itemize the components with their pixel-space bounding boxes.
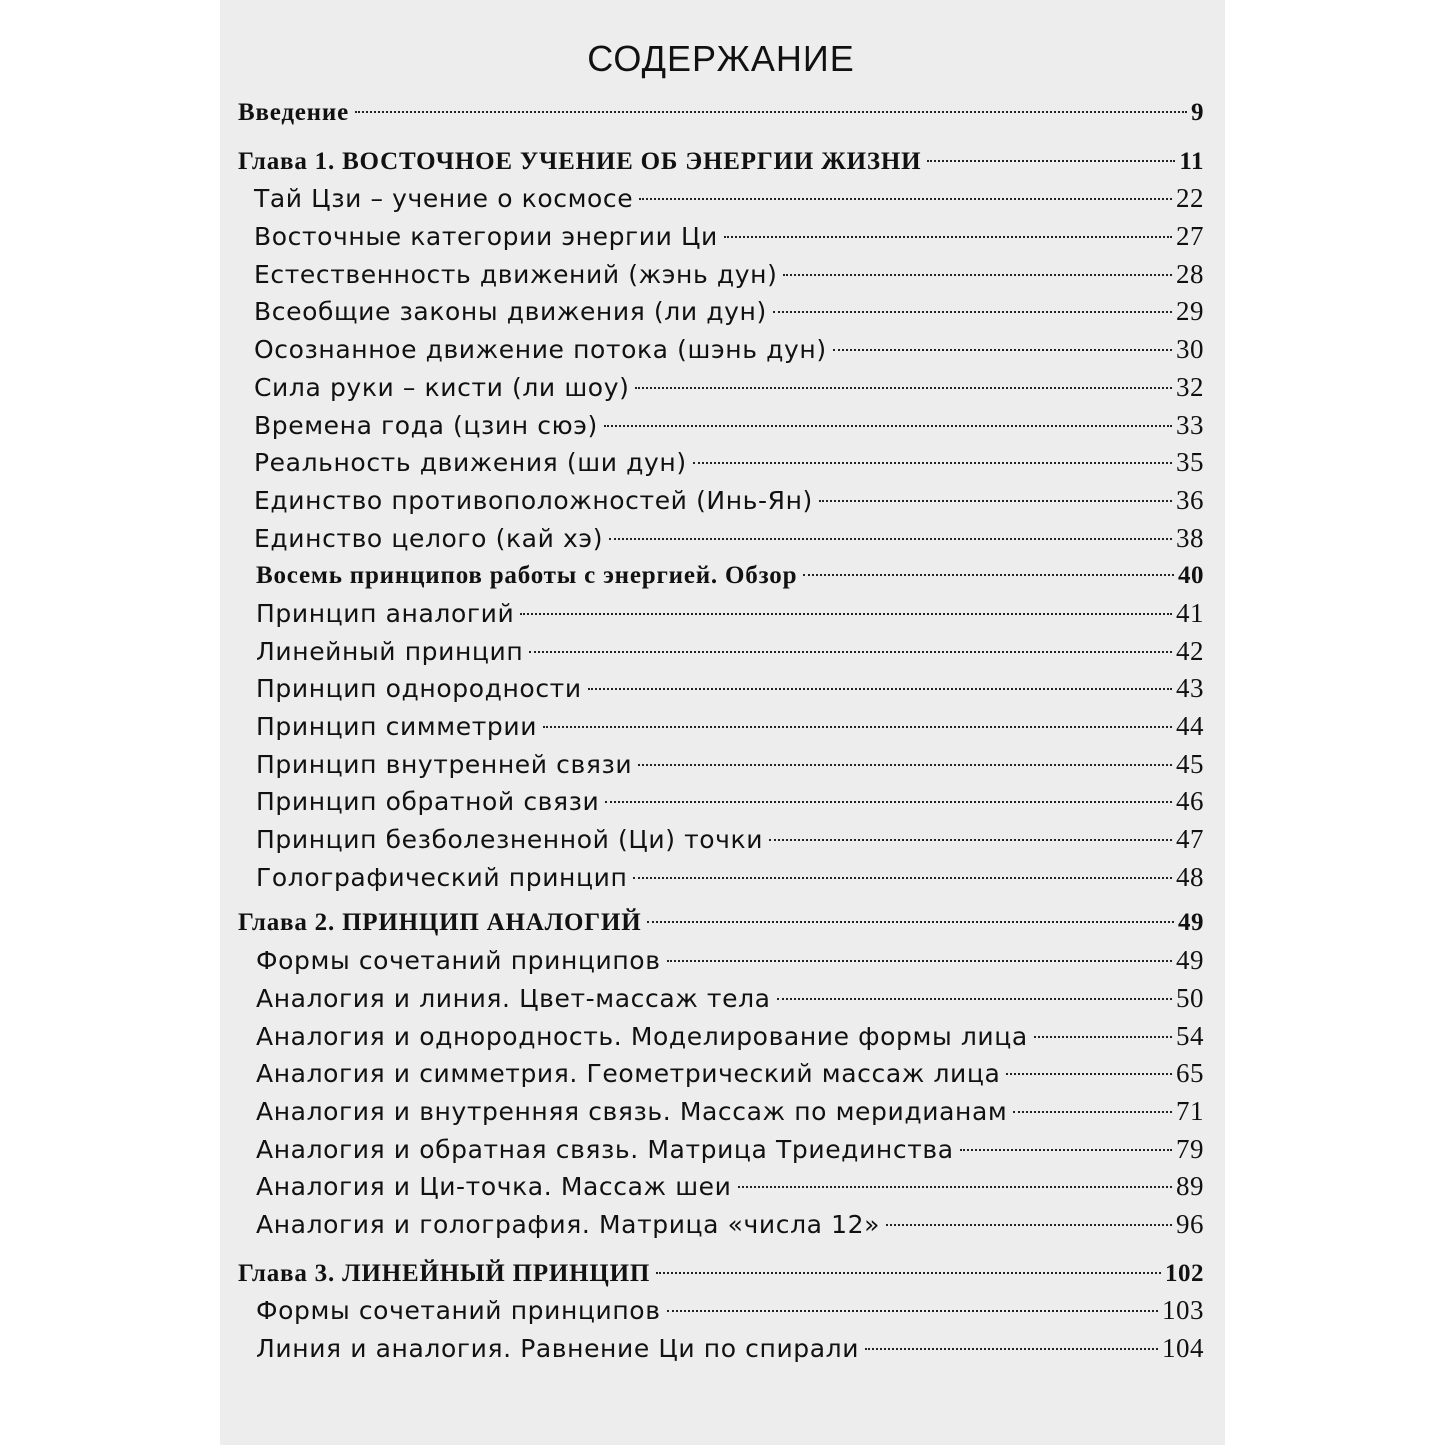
leader-dots [738, 1186, 1173, 1188]
toc-chapter-1 [238, 143, 1204, 181]
toc-entry-label: Формы сочетаний принципов [256, 946, 661, 976]
toc-entry-page: 29 [1176, 296, 1204, 327]
leader-dots [639, 198, 1172, 200]
leader-dots [783, 274, 1172, 276]
toc-entry-page: 50 [1176, 982, 1204, 1013]
toc-entry [238, 980, 1204, 1018]
toc-entry-page: 48 [1176, 861, 1204, 892]
leader-dots [543, 726, 1172, 728]
leader-dots [667, 960, 1172, 962]
toc-entry-label: Аналогия и обратная связь. Матрица Триединства [256, 1134, 954, 1164]
toc-entry [238, 1206, 1204, 1244]
toc-entry-label: Реальность движения (ши дун) [254, 448, 687, 478]
toc-entry [238, 1292, 1204, 1330]
toc-entry-page: 43 [1176, 673, 1204, 704]
toc-entry-label: Аналогия и голография. Матрица «числа 12» [256, 1209, 881, 1239]
toc-entry [238, 1093, 1204, 1131]
toc-entry-label: Принцип безболезненной (Ци) точки [256, 825, 764, 855]
toc-entry-label: Восемь принципов работы с энергией. Обзор [256, 562, 798, 590]
toc-entry-page: 44 [1176, 711, 1204, 741]
toc-entry [238, 1131, 1204, 1169]
toc-chapter-3 [238, 1255, 1204, 1293]
leader-dots [633, 877, 1172, 879]
toc-entry-page: 22 [1176, 183, 1204, 214]
toc-entry [238, 1055, 1204, 1093]
toc-entry-page: 79 [1176, 1133, 1204, 1164]
toc-entry-label: Глава 3. ЛИНЕЙНЫЙ ПРИНЦИП [238, 1259, 651, 1287]
leader-dots [819, 500, 1172, 502]
toc-entry [238, 256, 1204, 294]
toc-entry-introduction [238, 94, 1204, 132]
toc-entry-page: 96 [1176, 1208, 1204, 1239]
leader-dots [647, 921, 1174, 923]
leader-dots [520, 613, 1172, 615]
toc-entry-label: Принцип аналогий [256, 598, 515, 628]
toc-entry-label: Линейный принцип [256, 636, 524, 666]
toc-entry-page: 71 [1176, 1095, 1204, 1126]
toc-entry-page: 38 [1176, 522, 1204, 553]
toc-entry [238, 180, 1204, 218]
leader-dots [604, 425, 1172, 427]
toc-entry-label: Осознанное движение потока (шэнь дун) [254, 335, 827, 365]
toc-entry [238, 821, 1204, 859]
toc-entry-page: 36 [1176, 484, 1204, 515]
toc-entry [238, 331, 1204, 369]
toc-entry-page: 35 [1176, 447, 1204, 478]
leader-dots [609, 538, 1172, 540]
leader-dots [1006, 1073, 1172, 1075]
toc-entry [238, 1168, 1204, 1206]
leader-dots [693, 462, 1172, 464]
toc-entry-page: 89 [1176, 1171, 1204, 1202]
leader-dots [960, 1149, 1172, 1151]
toc-entry-page: 28 [1176, 258, 1204, 289]
toc-entry-label: Тай Цзи – учение о космосе [254, 184, 634, 214]
toc-entry [238, 218, 1204, 256]
toc-entry-page: 54 [1176, 1020, 1204, 1051]
toc-entry-page: 40 [1178, 562, 1204, 590]
leader-dots [833, 349, 1172, 351]
toc-entry-label: Принцип симметрии [256, 712, 538, 741]
toc-chapter-2 [238, 904, 1204, 942]
leader-dots [638, 764, 1172, 766]
toc-entry-label: Аналогия и линия. Цвет-массаж тела [256, 983, 771, 1013]
leader-dots [656, 1272, 1161, 1274]
toc-entry-page: 45 [1176, 748, 1204, 779]
table-of-contents [238, 0, 1204, 1368]
toc-entry-label: Принцип внутренней связи [256, 749, 633, 779]
toc-entry [238, 1018, 1204, 1056]
toc-entry-page: 11 [1179, 147, 1204, 175]
leader-dots [529, 651, 1172, 653]
toc-entry [238, 520, 1204, 558]
toc-entry-page: 32 [1176, 371, 1204, 402]
toc-entry-label: Введение [238, 99, 349, 126]
toc-entry [238, 407, 1204, 445]
toc-entry-page: 30 [1176, 334, 1204, 365]
leader-dots [588, 688, 1172, 690]
page-title: СОДЕРЖАНИЕ [587, 38, 855, 79]
toc-entry-page: 102 [1165, 1259, 1204, 1287]
toc-entry-page: 103 [1162, 1295, 1204, 1326]
toc-entry-label: Аналогия и симметрия. Геометрический массаж лица [256, 1059, 1001, 1089]
toc-entry [238, 1330, 1204, 1368]
toc-entry-label: Естественность движений (жэнь дун) [254, 259, 778, 289]
toc-entry-page: 33 [1176, 409, 1204, 440]
toc-entry-label: Времена года (цзин сюэ) [254, 410, 598, 440]
toc-entry [238, 670, 1204, 708]
toc-entry-label: Глава 1. ВОСТОЧНОЕ УЧЕНИЕ ОБ ЭНЕРГИИ ЖИЗНИ [238, 147, 922, 175]
toc-entry [238, 783, 1204, 821]
book-page [220, 0, 1225, 1445]
toc-entry [238, 482, 1204, 520]
leader-dots [667, 1310, 1158, 1312]
toc-entry [238, 293, 1204, 331]
toc-entry-page: 47 [1176, 824, 1204, 855]
toc-entry-label: Голографический принцип [256, 862, 628, 892]
toc-entry-label: Принцип однородности [256, 674, 582, 704]
toc-entry [238, 859, 1204, 897]
toc-entry [238, 633, 1204, 671]
toc-entry-label: Аналогия и однородность. Моделирование формы лица [256, 1021, 1028, 1051]
toc-entry-page: 41 [1176, 597, 1204, 628]
toc-entry [238, 746, 1204, 784]
toc-entry-label: Линия и аналогия. Равнение Ци по спирали [256, 1334, 860, 1363]
toc-entry-label: Всеобщие законы движения (ли дун) [254, 297, 767, 327]
leader-dots [773, 311, 1172, 313]
toc-entry-label: Глава 2. ПРИНЦИП АНАЛОГИЙ [238, 909, 642, 937]
toc-section-eight-principles [238, 557, 1204, 595]
toc-entry [238, 942, 1204, 980]
leader-dots [1034, 1036, 1172, 1038]
leader-dots [605, 801, 1172, 803]
leader-dots [927, 160, 1175, 162]
toc-entry [238, 595, 1204, 633]
toc-entry-label: Единство целого (кай хэ) [254, 523, 604, 553]
toc-entry-page: 42 [1176, 635, 1204, 666]
leader-dots [777, 998, 1172, 1000]
toc-entry-label: Аналогия и внутренняя связь. Массаж по меридианам [256, 1096, 1008, 1126]
toc-entry-label: Сила руки – кисти (ли шоу) [254, 372, 630, 402]
toc-entry-page: 49 [1178, 909, 1204, 937]
leader-dots [886, 1224, 1172, 1226]
leader-dots [803, 574, 1174, 576]
toc-entry-label: Формы сочетаний принципов [256, 1296, 661, 1326]
leader-dots [355, 111, 1187, 113]
toc-entry-page: 46 [1176, 786, 1204, 817]
toc-entry-label: Восточные категории энергии Ци [254, 222, 718, 252]
toc-entry-page: 27 [1176, 221, 1204, 252]
toc-entry-label: Единство противоположностей (Инь-Ян) [254, 485, 813, 515]
toc-entry-label: Принцип обратной связи [256, 787, 600, 817]
leader-dots [635, 387, 1172, 389]
toc-entry-page: 104 [1162, 1333, 1204, 1363]
toc-entry-label: Аналогия и Ци-точка. Массаж шеи [256, 1172, 732, 1202]
toc-entry [238, 708, 1204, 746]
leader-dots [865, 1348, 1158, 1350]
leader-dots [724, 236, 1172, 238]
toc-entry-page: 65 [1176, 1058, 1204, 1089]
toc-entry [238, 444, 1204, 482]
leader-dots [1013, 1111, 1172, 1113]
toc-entry [238, 369, 1204, 407]
leader-dots [769, 839, 1172, 841]
toc-entry-page: 49 [1176, 945, 1204, 976]
toc-entry-page: 9 [1191, 99, 1204, 126]
